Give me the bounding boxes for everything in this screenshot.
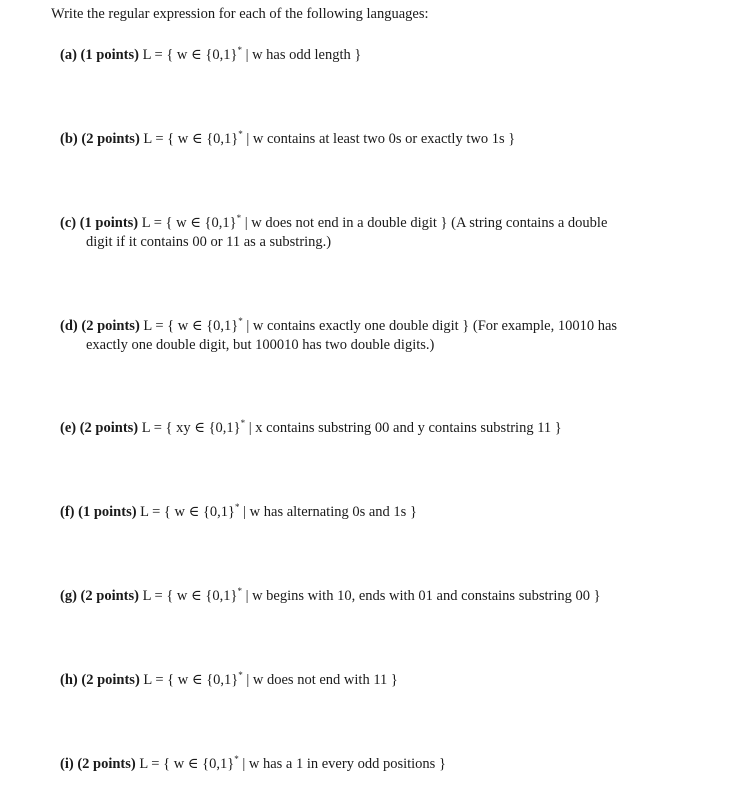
question-line	[60, 750, 690, 774]
question-points: (2 points)	[81, 672, 140, 688]
question-label: (g)	[60, 588, 77, 604]
question-lead: L = { w ∈ {0,1}	[143, 318, 239, 334]
question-e	[60, 414, 690, 438]
kleene-star: *	[240, 418, 246, 428]
question-line	[60, 666, 690, 690]
question-points: (2 points)	[79, 420, 139, 436]
question-label: (i)	[60, 756, 74, 772]
question-d	[60, 312, 690, 355]
question-line	[60, 582, 690, 606]
question-label: (d)	[60, 318, 78, 334]
question-text: | w does not end with 11 }	[242, 672, 398, 688]
question-text: | x contains substring 00 and y contains substring 11 }	[245, 420, 562, 436]
question-label: (e)	[60, 420, 77, 436]
question-lead: L = { w ∈ {0,1}	[139, 756, 235, 772]
kleene-star: *	[237, 45, 242, 55]
question-text: | w has alternating 0s and 1s }	[239, 504, 417, 520]
kleene-star: *	[238, 316, 243, 326]
question-a	[60, 41, 690, 65]
question-line	[60, 41, 690, 65]
question-points: (1 points)	[78, 504, 137, 520]
kleene-star: *	[238, 129, 243, 139]
question-label: (a)	[60, 47, 77, 63]
question-line	[60, 414, 690, 438]
question-i	[60, 750, 690, 774]
kleene-star: *	[234, 754, 239, 764]
question-points: (2 points)	[81, 131, 140, 147]
question-label: (c)	[60, 215, 77, 231]
question-continuation: digit if it contains 00 or 11 as a substring.)	[86, 234, 332, 250]
question-line	[60, 498, 690, 522]
question-g	[60, 582, 690, 606]
question-lead: L = { w ∈ {0,1}	[143, 672, 239, 688]
kleene-star: *	[235, 502, 240, 512]
question-lead: L = { w ∈ {0,1}	[140, 504, 236, 520]
question-f	[60, 498, 690, 522]
kleene-star: *	[238, 670, 243, 680]
question-lead: L = { xy ∈ {0,1}	[141, 420, 241, 436]
question-text: | w does not end in a double digit } (A string contains a double	[241, 215, 608, 231]
question-line	[60, 209, 690, 233]
question-continuation: exactly one double digit, but 100010 has two double digits.)	[86, 337, 435, 353]
kleene-star: *	[236, 213, 242, 223]
question-points: (1 points)	[80, 47, 139, 63]
question-b	[60, 125, 690, 149]
question-text: | w has odd length }	[241, 47, 362, 63]
question-label: (b)	[60, 131, 78, 147]
question-lead: L = { w ∈ {0,1}	[141, 215, 237, 231]
question-lead: L = { w ∈ {0,1}	[142, 588, 238, 604]
question-points: (1 points)	[79, 215, 139, 231]
question-points: (2 points)	[80, 588, 139, 604]
question-text: | w has a 1 in every odd positions }	[238, 756, 446, 772]
question-points: (2 points)	[77, 756, 136, 772]
instructions-text: Write the regular expression for each of the following languages:	[51, 6, 429, 22]
question-h	[60, 666, 690, 690]
question-lead: L = { w ∈ {0,1}	[143, 131, 239, 147]
question-line	[60, 312, 690, 336]
question-c	[60, 209, 690, 252]
question-line	[60, 125, 690, 149]
question-text: | w contains exactly one double digit } (For example, 10010 has	[242, 318, 618, 334]
question-lead: L = { w ∈ {0,1}	[142, 47, 238, 63]
question-label: (h)	[60, 672, 78, 688]
question-label: (f)	[60, 504, 75, 520]
question-points: (2 points)	[81, 318, 140, 334]
question-text: | w begins with 10, ends with 01 and constains substring 00 }	[241, 588, 601, 604]
question-text: | w contains at least two 0s or exactly two 1s }	[242, 131, 516, 147]
kleene-star: *	[237, 586, 242, 596]
